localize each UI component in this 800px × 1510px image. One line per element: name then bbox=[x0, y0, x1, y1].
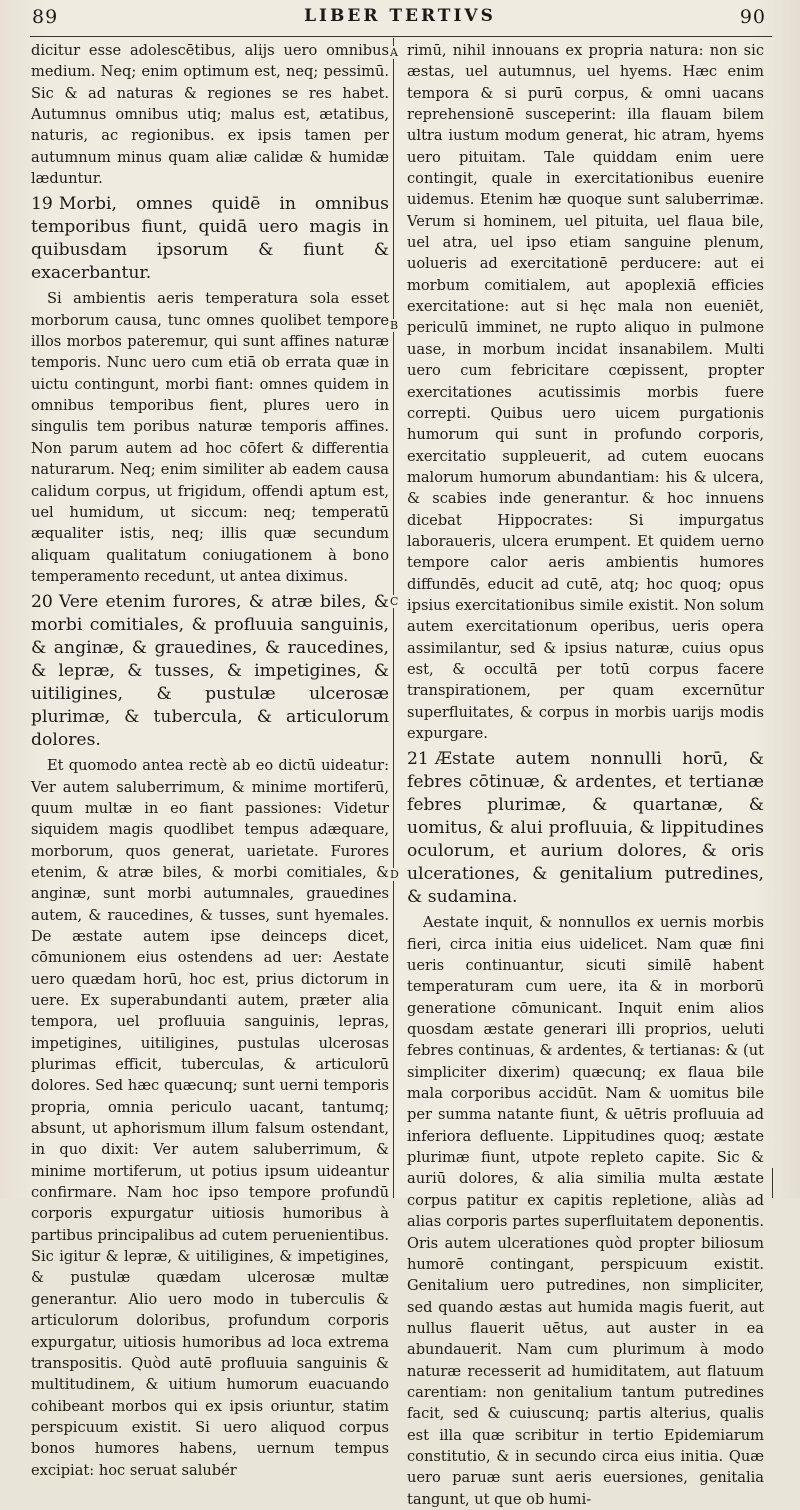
margin-letter-c: C bbox=[390, 595, 399, 608]
aphorism-19 bbox=[31, 193, 389, 285]
page-header bbox=[0, 6, 800, 36]
margin-letter-d: D bbox=[390, 868, 399, 881]
page-number-right: 90 bbox=[739, 6, 766, 28]
aphorism-number: 21 bbox=[407, 749, 429, 770]
aphorism-21 bbox=[407, 748, 764, 909]
text-paragraph: rimū, nihil innouans ex propria natura: non sic æstas, uel autumnus, uel hyems. Hæc enim tempora & si purū corpus, & omni uacans reprehensionē susceperint: illa flauam bilem ultra iustum modum generat, hic atram, hyems uero pituitam. Tale quiddam enim uere contingit, quale in exercitationibus euenire uidemus. Etenim hæ quoque sunt saluberrimæ. Verum si hominem, uel pituita, uel flaua bile, uel atra, uel ipso etiam sanguine plenum, uolueris ad exercitationē perducere: aut ei morbum comitialem, aut apoplexiā efficies exercitatione: aut si hęc mala non eueniēt, periculū imminet, ne rupto aliquo in pulmone uase, in morbum incidat insanabilem. Multi uero cum febricitare cœpissent, propter exercitationes acutissimis morbis fuere correpti. Quibus uero uicem purgationis humorum qui sunt in profundo corporis, exercitatio suppleuerit, ad cutem euocans malorum humorum abundantiam: his & ulcera, & scabies inde generantur. & hoc innuens dicebat Hippocrates: Si impurgatus laboraueris, ulcera erumpent. Et quidem uerno tempore calor aeris ambientis humores diffundēs, educit ad cutē, atq; hoc quoq; opus ipsius exercitationibus simile existit. Non solum autem exercitationum operibus, ueris opera assimilantur, sed & ipsius naturæ, cuius opus est, & occultā per totū corpus facere transpirationem, per quam excernūtur superfluitates, & corpus in morbis uarijs modis expurgare. bbox=[407, 42, 764, 742]
text-paragraph: dicitur esse adolescētibus, alijs uero omnibus medium. Neq; enim optimum est, neq; pessimū. Sic & ad naturas & regiones se res habet. Autumnus omnibus utiq; malus est, ætatibus, naturis, ac regionibus. ex ipsis tamen per autumnum minus quam aliæ calidæ & humidæ læduntur. bbox=[31, 42, 389, 188]
commentary-21: Aestate inquit, & nonnullos ex uernis morbis fieri, circa initia eius uidelicet. Nam quæ fini ueris continuantur, sicuti similē habent temperaturam cum uere, ita & in morborū generatione cōmunicant. Inquit enim alios quosdam æstate generari illi proprios, ueluti febres continuas, & ardentes, & tertianas: & (ut simpliciter dixerim) quæcunq; ex flaua bile mala corporibus accidūt. Nam & uomitus bile per summa natante fiunt, & uētris profluuia ad inferiora defluente. Lippitudines quoq; æstate plurimæ fiunt, utpote repleto capite. Sic & auriū dolores, & alia similia multa æstate corpus patitur ex capitis repletione, aliàs ad alias corporis partes superfluitatem deponentis. Oris autem ulcerationes quòd propter biliosum humorē contingant, perspicuum existit. Genitalium uero putredines, non simpliciter, sed quando æstas aut humida magis fuerit, aut nullus flauerit uētus, aut auster in ea abundauerit. Nam cum plurimum à modo naturæ recesserit ad humiditatem, aut flatuum carentiam: non genitalium tantum putredines facit, sed & cuiuscunq; partis alterius, qualis est illa quæ scribitur in tertio Epidemiarum constitutio, & in secundo circa eius initia. Quæ uero paruæ sunt aeris euersiones, genitalia tangunt, ut que ob humi- bbox=[407, 914, 764, 1508]
commentary-20: Et quomodo antea rectè ab eo dictū uideatur: Ver autem saluberrimum, & minime mortiferū, quum multæ in eo fiant passiones: Videtur siquidem magis quodlibet tempus adæquare, morborum, quos generat, uarietate. Furores etenim, & atræ biles, & morbi comitiales, & anginæ, sunt morbi autumnales, grauedines autem, & raucedines, & tusses, sunt hyemales. De æstate autem ipse deinceps dicet, cōmunionem eius ostendens ad uer: Aestate uero quædam horū, hoc est, prius dictorum in uere. Ex superabundanti autem, præter alia tempora, uel profluuia sanguinis, lepras, impetigines, uitiligines, pustulas ulcerosas plurimas efficit, tuberculas, & articulorū dolores. Sed hæc quæcunq; sunt uerni temporis propria, omnia periculo uacant, tantumq; absunt, ut aphorismum illum falsum ostendant, in quo dixit: Ver autem saluberrimum, & minime mortiferum, ut potius ipsum uideantur confirmare. Nam hoc ipso tempore profundū corporis expurgatur uitiosis humoribus à partibus principalibus ad cutem peruenientibus. Sic igitur & lepræ, & uitiligines, & impetigines, & pustulæ quædam ulcerosæ multæ generantur. Alio uero modo in tuberculis & articulorum doloribus, profundum corporis expurgatur, uitiosis humoribus ad loca extrema transpositis. Quòd autē profluuia sanguinis & multitudinem, & uitium humorum euacuando cohibeant morbos qui ex ipsis oriuntur, statim perspicuum existit. Si uero aliquod corpus bonos humores habens, uernum tempus excipiat: hoc seruat salubér bbox=[31, 757, 389, 1479]
aphorism-number: 20 bbox=[31, 592, 53, 613]
margin-letter-a: A bbox=[390, 46, 398, 59]
header-rule bbox=[30, 36, 772, 37]
margin-letter-b: B bbox=[390, 319, 399, 332]
running-title: LIBER TERTIVS bbox=[304, 6, 496, 26]
margin-rule bbox=[772, 1168, 773, 1198]
aphorism-number: 19 bbox=[31, 194, 53, 215]
aphorism-text: Æstate autem nonnulli horū, & febres cōtinuæ, & ardentes, et tertianæ febres plurimæ, & quartanæ, & uomitus, & alui profluuia, & lippitudines oculorum, et aurium dolores, & oris ulcerationes, & genitalium putredines, & sudamina. bbox=[407, 749, 764, 908]
page-number-left: 89 bbox=[32, 6, 59, 28]
commentary-19: Si ambientis aeris temperatura sola esset morborum causa, tunc omnes quolibet tempore illos morbos pateremur, qui sunt affines naturæ temporis. Nunc uero cum etiā ob errata quæ in uictu contingunt, morbi fiant: omnes quidem in omnibus temporibus fient, plures uero in singulis tem poribus naturæ temporis affines. Non parum autem ad hoc cōfert & differentia naturarum. Neq; enim similiter ab eadem causa calidum corpus, ut frigidum, offendi aptum est, uel humidum, ut siccum: neq; temperatū æqualiter istis, neq; illis quæ secundum aliquam qualitatum coniugationem à bono temperamento recedunt, ut antea diximus. bbox=[31, 290, 389, 585]
left-column bbox=[31, 40, 389, 1481]
aphorism-20 bbox=[31, 591, 389, 752]
aphorism-text: Vere etenim furores, & atræ biles, & morbi comitiales, & profluuia sanguinis, & anginæ, & grauedines, & raucedines, & lepræ, & tusses, & impetigines, & uitiligines, & pustulæ ulcerosæ plurimæ, & tubercula, & articulorum dolores. bbox=[31, 592, 389, 751]
aphorism-text: Morbi, omnes quidē in omnibus temporibus fiunt, quidā uero magis in quibusdam ipsorum & fiunt & exacerbantur. bbox=[31, 194, 389, 284]
right-column bbox=[407, 40, 764, 1510]
column-divider bbox=[393, 38, 394, 1198]
